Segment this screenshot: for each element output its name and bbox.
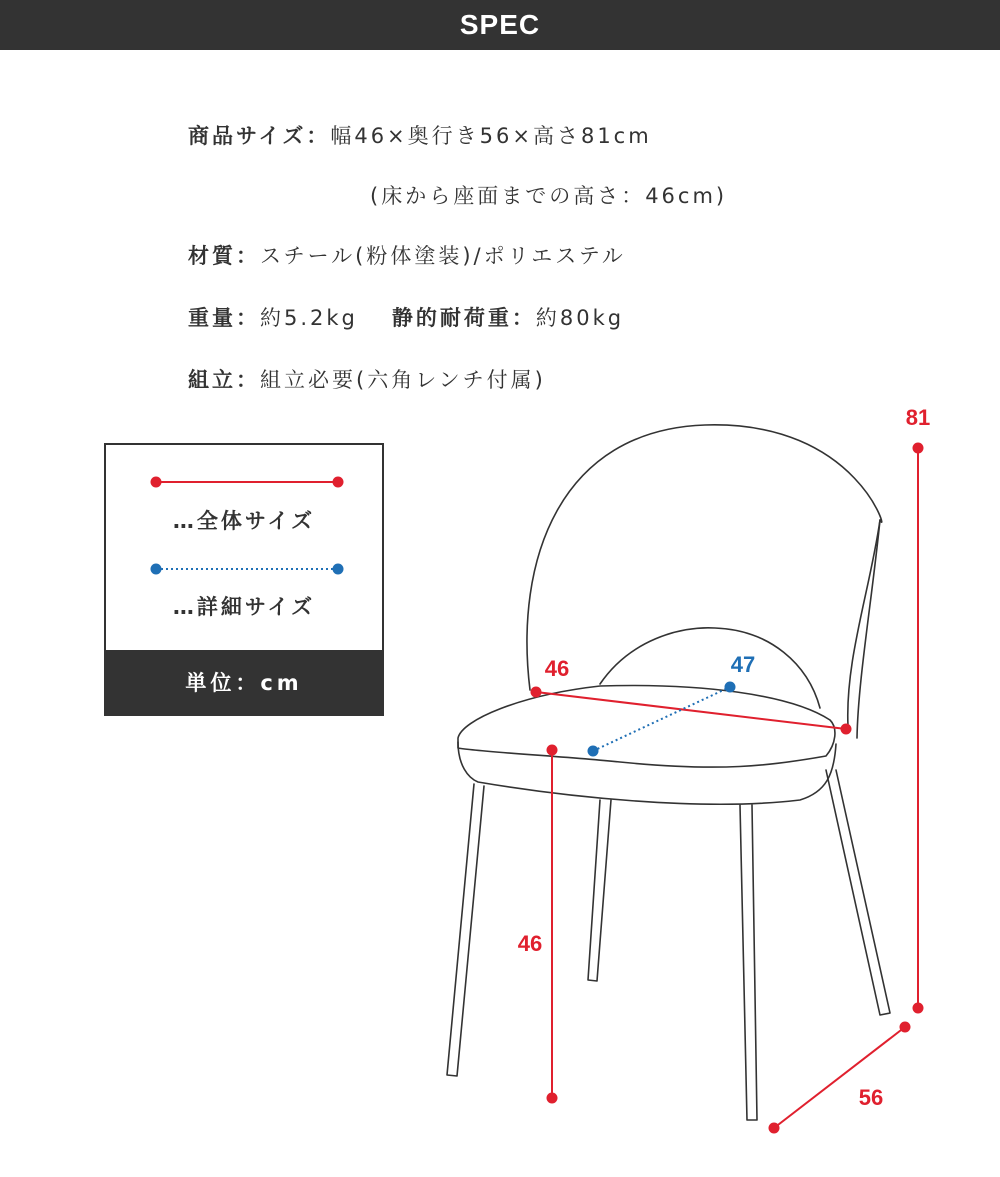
- seat-height-dot-bottom: [547, 1093, 558, 1104]
- depth-line: [774, 1027, 905, 1128]
- weight-label: 重量：: [188, 306, 260, 330]
- front-right-leg: [740, 805, 757, 1120]
- detail-size-label: …詳細サイズ: [172, 595, 316, 619]
- seat-cushion-side: [458, 742, 836, 804]
- assembly-value: 組立必要(六角レンチ付属): [260, 368, 546, 392]
- header-title: SPEC: [459, 9, 541, 40]
- load-value: 約80kg: [535, 306, 625, 330]
- seat-depth-dot-back: [725, 682, 736, 693]
- seat-height-label: 46: [517, 931, 543, 956]
- unit-label: 単位：cm: [106, 650, 382, 714]
- seat-height-dot-top: [547, 745, 558, 756]
- weight-value: 約5.2kg: [260, 306, 358, 330]
- material-value: スチール(粉体塗装)/ポリエステル: [260, 244, 626, 268]
- height-dot-top: [913, 443, 924, 454]
- depth-label: 56: [858, 1085, 884, 1110]
- backrest-side: [857, 520, 880, 738]
- seat-depth-line: [593, 687, 730, 751]
- back-right-leg: [826, 770, 890, 1015]
- backrest-outline: [527, 425, 882, 726]
- assembly-label: 組立：: [188, 368, 260, 392]
- material-label: 材質：: [188, 244, 260, 268]
- backrest-opening: [600, 628, 820, 708]
- width-dot-right: [841, 724, 852, 735]
- seat-cushion-top: [458, 686, 835, 768]
- height-label: 81: [905, 405, 931, 430]
- seat-height-note: (床から座面までの高さ：46cm): [370, 184, 728, 208]
- width-label: 46: [544, 656, 570, 681]
- chair-drawing: [447, 425, 890, 1120]
- seat-depth-label: 47: [730, 652, 756, 677]
- width-line: [536, 692, 846, 729]
- depth-dot-back: [900, 1022, 911, 1033]
- overall-size-label: …全体サイズ: [172, 509, 316, 533]
- size-value: 幅46×奥行き56×高さ81cm: [330, 124, 652, 148]
- back-left-leg: [588, 800, 611, 981]
- width-dot-left: [531, 687, 542, 698]
- front-left-leg: [447, 784, 484, 1076]
- height-dot-bottom: [913, 1003, 924, 1014]
- size-label: 商品サイズ：: [188, 124, 331, 148]
- load-label: 静的耐荷重：: [391, 306, 536, 330]
- depth-dot-front: [769, 1123, 780, 1134]
- seat-depth-dot-front: [588, 746, 599, 757]
